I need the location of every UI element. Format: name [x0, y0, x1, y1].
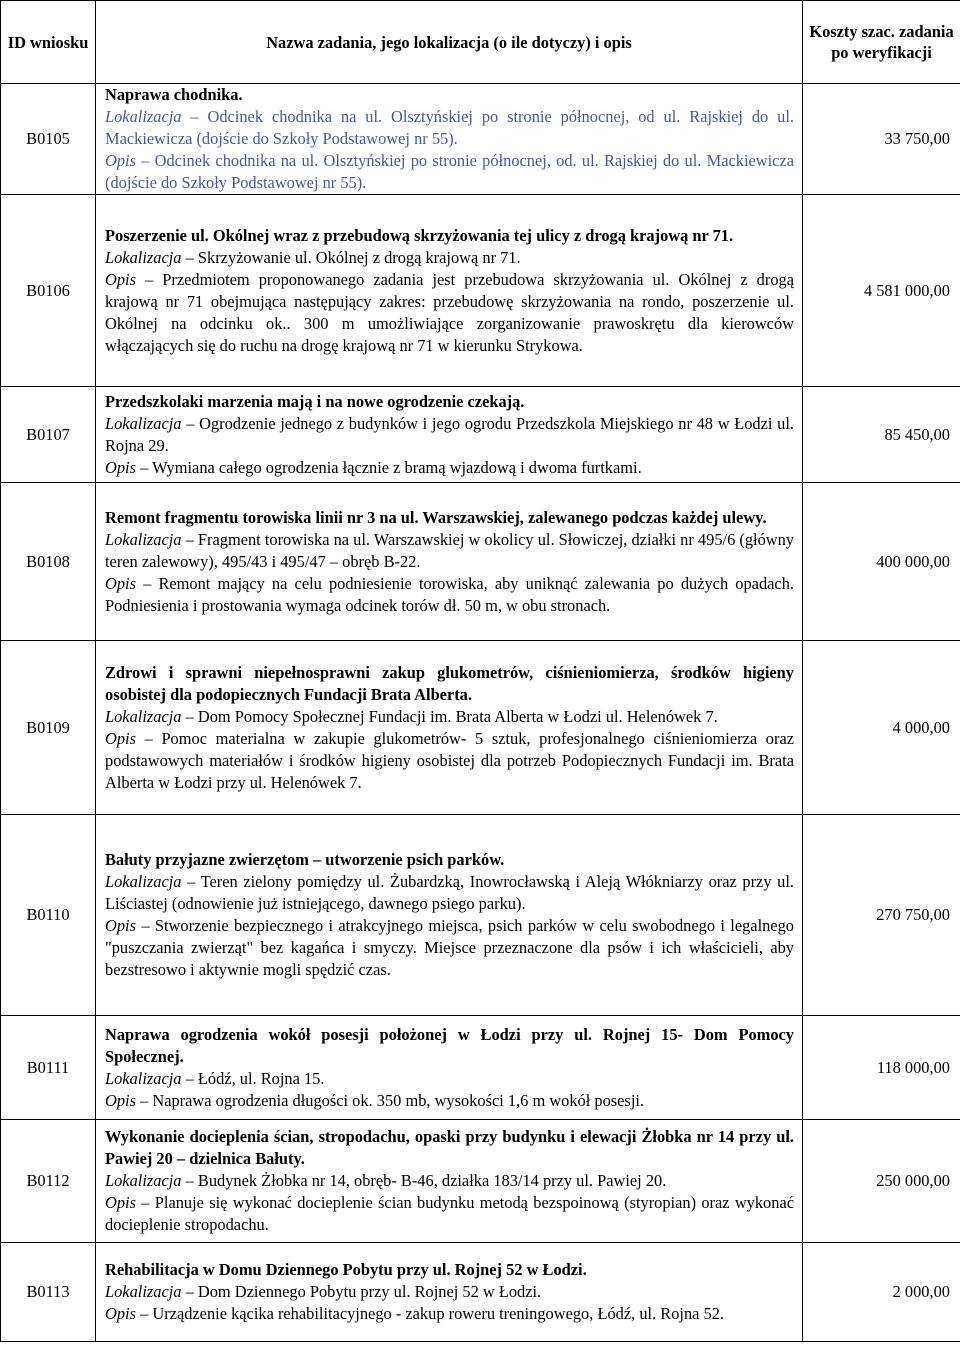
task-title: Zdrowi i sprawni niepełnosprawni zakup glukometrów, ciśnieniomierza, środków higieny osobistej dla podopiecznych Fundacji Brata Alberta.	[105, 662, 794, 704]
row-id: B0111	[1, 1016, 96, 1120]
task-description	[105, 573, 794, 617]
task-description-label: Opis	[105, 457, 136, 477]
row-id: B0109	[1, 641, 96, 815]
task-description	[105, 457, 794, 479]
row-cost: 400 000,00	[803, 483, 960, 641]
task-location-label: Lokalizacja	[105, 1282, 182, 1301]
row-id: B0106	[1, 195, 96, 387]
table-row	[1, 387, 960, 483]
task-location-text: – Budynek Żłobka nr 14, obręb- B-46, działka 183/14 przy ul. Pawiej 20.	[185, 1171, 667, 1190]
task-location	[105, 1068, 794, 1090]
table-row	[1, 483, 960, 641]
task-description-label: Opis	[105, 269, 136, 289]
task-location-text: – Skrzyżowanie ul. Okólnej z drogą krajową nr 71.	[185, 247, 521, 267]
task-location	[105, 1170, 794, 1192]
task-location-label: Lokalizacja	[105, 872, 182, 891]
row-id: B0112	[1, 1120, 96, 1243]
task-description-text: – Pomoc materialna w zakupie glukometrów- 5 sztuk, profesjonalnego ciśnieniomierza oraz podstawowych materiałów i środków higieny osobistej dla potrzeb Podopiecznych Fundacji im. Brata Alberta w Łodzi przy ul. Helenówek 7.	[105, 728, 794, 792]
task-description-text: – Stworzenie bezpiecznego i atrakcyjnego miejsca, psich parków w celu swobodnego i legalnego "puszczania zwierząt" bez kagańca i smyczy. Miejsce przeznaczone dla psów i ich właścicieli, aby bezstresowo i aktywnie mogli spędzić czas.	[105, 916, 794, 979]
task-location	[105, 1281, 794, 1303]
table-row	[1, 1120, 960, 1243]
task-description	[105, 1090, 794, 1112]
task-description-text: – Naprawa ogrodzenia długości ok. 350 mb, wysokości 1,6 m wokół posesji.	[140, 1090, 645, 1110]
task-title: Rehabilitacja w Domu Dziennego Pobytu przy ul. Rojnej 52 w Łodzi.	[105, 1260, 587, 1279]
row-description	[96, 387, 803, 483]
task-description-text: – Przedmiotem proponowanego zadania jest przebudowa skrzyżowania ul. Okólnej z drogą krajową nr 71 obejmująca następujący zakres: przebudowę skrzyżowania na rondo, poszerzenie ul. Okólnej na odcinku ok.. 300 m umożliwiające zorganizowanie prawoskrętu dla kierowców włączających się do ruchu na drogę krajową nr 71 w kierunku Strykowa.	[105, 269, 794, 355]
row-cost: 4 581 000,00	[803, 195, 960, 387]
task-location-text: – Teren zielony pomiędzy ul. Żubardzką, Inowrocławską i Aleją Włókniarzy oraz przy ul. Liściastej (odnowienie już istniejącego, dawnego psiego parku).	[105, 872, 794, 913]
task-title: Bałuty przyjazne zwierzętom – utworzenie psich parków.	[105, 850, 505, 869]
row-id: B0108	[1, 483, 96, 641]
task-description-label: Opis	[105, 1304, 136, 1323]
task-title: Przedszkolaki marzenia mają i na nowe ogrodzenie czekają.	[105, 391, 525, 411]
row-cost: 33 750,00	[803, 84, 960, 195]
task-location-text: – Dom Dziennego Pobytu przy ul. Rojnej 52 w Łodzi.	[185, 1282, 542, 1301]
task-title: Naprawa ogrodzenia wokół posesji położonej w Łodzi przy ul. Rojnej 15- Dom Pomocy Społecznej.	[105, 1024, 794, 1066]
task-location-label: Lokalizacja	[105, 413, 182, 433]
task-description-label: Opis	[105, 1193, 136, 1212]
task-location	[105, 871, 794, 915]
task-title: Naprawa chodnika.	[105, 85, 243, 104]
task-description	[105, 1192, 794, 1236]
task-location-text: – Fragment torowiska na ul. Warszawskiej w okolicy ul. Słowiczej, działki nr 495/6 (główny teren zalewowy), 495/43 i 495/47 – obręb B-22.	[105, 529, 794, 571]
task-title: Wykonanie docieplenia ścian, stropodachu, opaski przy budynku i elewacji Żłobka nr 14 przy ul. Pawiej 20 – dzielnica Bałuty.	[105, 1127, 794, 1168]
task-location-label: Lokalizacja	[105, 1171, 182, 1190]
task-description-text: – Remont mający na celu podniesienie torowiska, aby uniknąć zalewania po dużych opadach. Podniesienia i prostowania wymaga odcinek torów dł. 50 m, w obu stronach.	[105, 573, 794, 615]
table-row	[1, 1243, 960, 1342]
row-id: B0105	[1, 84, 96, 195]
task-location	[105, 413, 794, 457]
row-cost: 250 000,00	[803, 1120, 960, 1243]
task-description-label: Opis	[105, 1090, 136, 1110]
task-location	[105, 529, 794, 573]
task-location	[105, 706, 794, 728]
task-description	[105, 915, 794, 981]
task-description-text: – Odcinek chodnika na ul. Olsztyńskiej po stronie północnej, od. ul. Rajskiej do ul. Mackiewicza (dojście do Szkoły Podstawowej nr 55).	[105, 151, 794, 192]
task-location	[105, 247, 794, 269]
row-description	[96, 1243, 803, 1342]
row-cost: 2 000,00	[803, 1243, 960, 1342]
task-location-label: Lokalizacja	[105, 107, 182, 126]
task-location	[105, 106, 794, 150]
table-row	[1, 815, 960, 1016]
task-description-text: – Planuje się wykonać docieplenie ścian budynku metodą bezspoinową (styropian) oraz wykonać docieplenie stropodachu.	[105, 1193, 795, 1234]
table-row	[1, 641, 960, 815]
row-id: B0107	[1, 387, 96, 483]
task-description	[105, 1303, 794, 1325]
task-title: Remont fragmentu torowiska linii nr 3 na ul. Warszawskiej, zalewanego podczas każdej ulewy.	[105, 507, 767, 527]
row-description	[96, 815, 803, 1016]
row-description	[96, 84, 803, 195]
task-location-text: – Łódź, ul. Rojna 15.	[185, 1068, 325, 1088]
table-body	[1, 84, 960, 1342]
table-row	[1, 1016, 960, 1120]
header-cost: Koszty szac. zadania po weryfikacji	[803, 1, 960, 84]
task-location-text: – Ogrodzenie jednego z budynków i jego ogrodu Przedszkola Miejskiego nr 48 w Łodzi ul. Rojna 29.	[105, 413, 794, 455]
row-description	[96, 1120, 803, 1243]
row-cost: 85 450,00	[803, 387, 960, 483]
task-description-text: – Wymiana całego ogrodzenia łącznie z bramą wjazdową i dwoma furtkami.	[140, 457, 642, 477]
task-location-label: Lokalizacja	[105, 1068, 182, 1088]
header-id: ID wniosku	[1, 1, 96, 84]
header-name: Nazwa zadania, jego lokalizacja (o ile dotyczy) i opis	[96, 1, 803, 84]
task-description-text: – Urządzenie kącika rehabilitacyjnego - zakup roweru treningowego, Łódź, ul. Rojna 52.	[140, 1304, 725, 1323]
row-description	[96, 483, 803, 641]
task-description-label: Opis	[105, 573, 136, 593]
task-description	[105, 728, 794, 794]
task-location-text: – Dom Pomocy Społecznej Fundacji im. Brata Alberta w Łodzi ul. Helenówek 7.	[185, 706, 718, 726]
task-description-label: Opis	[105, 728, 136, 748]
row-id: B0110	[1, 815, 96, 1016]
table-header-row	[1, 1, 960, 84]
table-row	[1, 195, 960, 387]
row-cost: 270 750,00	[803, 815, 960, 1016]
task-title: Poszerzenie ul. Okólnej wraz z przebudową skrzyżowania tej ulicy z drogą krajową nr 71.	[105, 225, 734, 245]
task-location-label: Lokalizacja	[105, 247, 182, 267]
task-location-label: Lokalizacja	[105, 706, 182, 726]
task-description	[105, 150, 794, 194]
row-cost: 118 000,00	[803, 1016, 960, 1120]
task-location-text: – Odcinek chodnika na ul. Olsztyńskiej po stronie północnej, od ul. Rajskiej do ul. Mackiewicza (dojście do Szkoły Podstawowej nr 55).	[105, 107, 794, 148]
row-cost: 4 000,00	[803, 641, 960, 815]
task-location-label: Lokalizacja	[105, 529, 182, 549]
task-description	[105, 269, 794, 357]
row-description	[96, 195, 803, 387]
row-description	[96, 641, 803, 815]
row-description	[96, 1016, 803, 1120]
task-description-label: Opis	[105, 151, 136, 170]
row-id: B0113	[1, 1243, 96, 1342]
task-description-label: Opis	[105, 916, 136, 935]
table-row	[1, 84, 960, 195]
